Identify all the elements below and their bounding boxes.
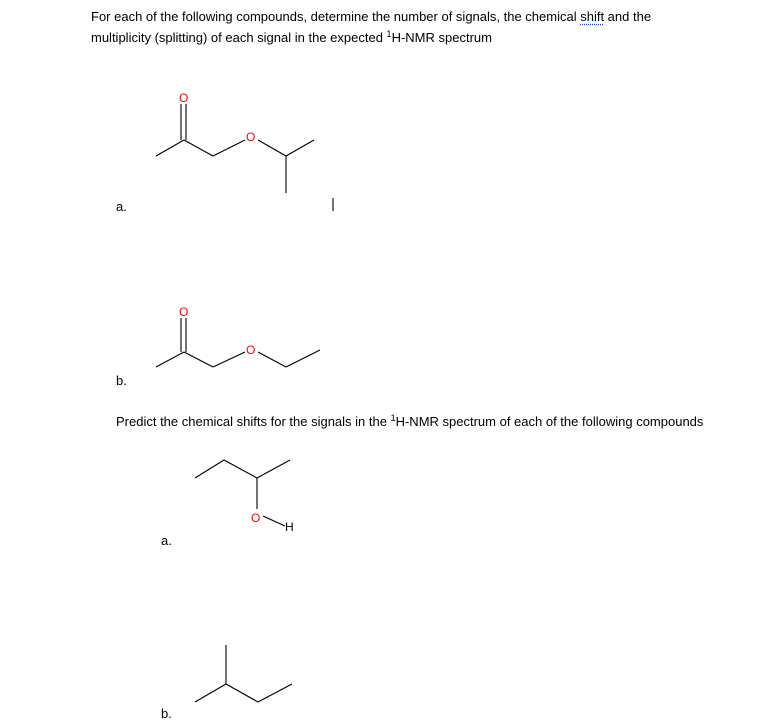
item-label-1a: a. (116, 199, 127, 214)
instruction-text-end: and the (604, 9, 652, 24)
instruction-text-end: H-NMR spectrum (391, 30, 492, 45)
instruction-word-shift: shift (580, 9, 605, 24)
oxygen-atom-label: O (179, 305, 189, 319)
instruction-text: Predict the chemical shifts for the signals in the (116, 414, 391, 429)
instruction-text-end: H-NMR spectrum of each of the following compounds (395, 414, 704, 429)
oxygen-atom-label: O (246, 343, 256, 357)
superscript-one: 1 (390, 413, 396, 423)
oxygen-atom-label: O (179, 91, 189, 105)
bond (195, 684, 226, 702)
item-label-2a: a. (161, 533, 172, 548)
hydrogen-atom-label: H (285, 520, 294, 534)
bond (258, 684, 292, 702)
oxygen-atom-label: O (246, 130, 256, 144)
instruction-text: For each of the following compounds, determine the number of signals, the chemical (91, 9, 581, 24)
oxygen-atom-label: O (251, 511, 261, 525)
bond (226, 684, 258, 702)
item-label-2b: b. (161, 706, 172, 721)
item-label-1b: b. (116, 373, 127, 388)
instruction-text: multiplicity (splitting) of each signal in the expected (91, 30, 387, 45)
superscript-one: 1 (386, 29, 392, 39)
